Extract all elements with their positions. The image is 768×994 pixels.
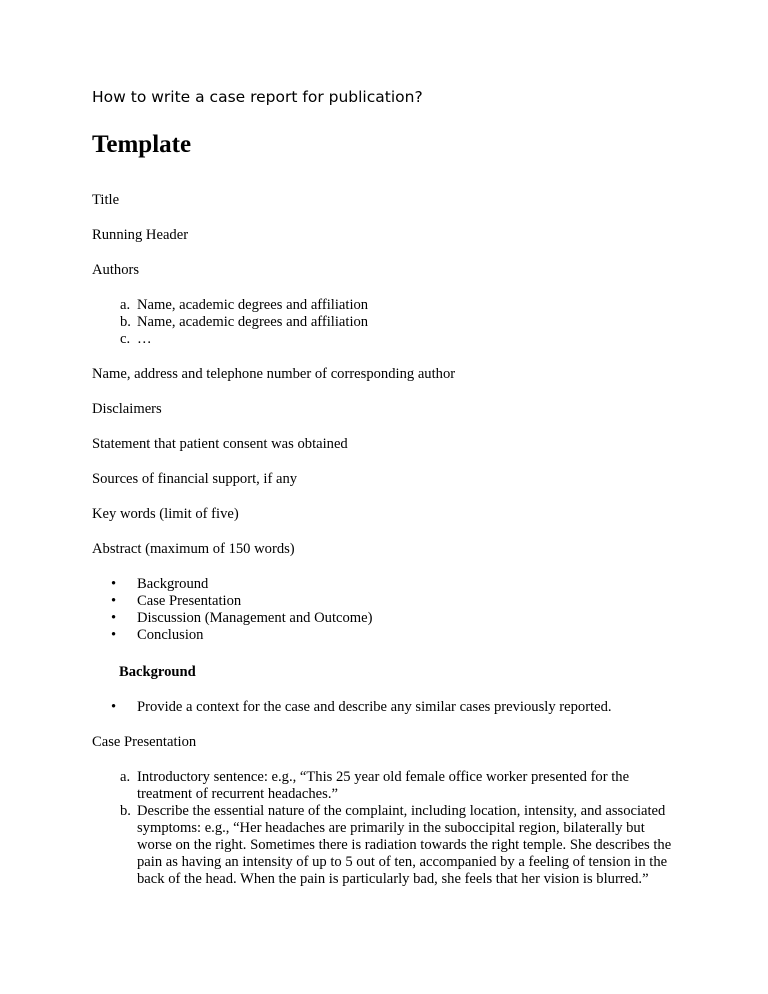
list-item-text: Name, academic degrees and affiliation <box>137 297 369 313</box>
list-marker: b. <box>120 803 131 819</box>
list-item <box>92 576 682 593</box>
list-item <box>92 331 682 348</box>
disclaimers-label: Disclaimers <box>92 401 162 417</box>
list-item <box>92 803 682 888</box>
authors-label: Authors <box>92 262 140 278</box>
keywords-label: Key words (limit of five) <box>92 506 239 522</box>
list-item-text: Introductory sentence: e.g., “This 25 year old female office worker presented for the treatment of recurrent headaches.” <box>137 769 630 802</box>
list-item <box>92 627 682 644</box>
list-item-text: Name, academic degrees and affiliation <box>137 314 369 330</box>
list-item <box>92 297 682 314</box>
bullet-icon: • <box>111 610 117 626</box>
document-body <box>92 192 682 888</box>
list-item <box>92 314 682 331</box>
abstract-list <box>92 576 682 644</box>
list-marker: a. <box>120 769 131 785</box>
template-heading: Template <box>92 131 192 158</box>
list-item <box>92 593 682 610</box>
list-item-text: Background <box>137 576 209 592</box>
financial-support-label: Sources of financial support, if any <box>92 471 298 487</box>
list-item-text: … <box>137 331 152 347</box>
list-item-text: Case Presentation <box>137 593 242 609</box>
case-presentation-label: Case Presentation <box>92 734 197 750</box>
corresponding-author-label: Name, address and telephone number of corresponding author <box>92 366 456 382</box>
list-item-text: Provide a context for the case and describe any similar cases previously reported. <box>137 699 612 715</box>
consent-label: Statement that patient consent was obtained <box>92 436 348 452</box>
authors-list <box>92 297 682 348</box>
case-presentation-list <box>92 769 682 888</box>
list-item <box>92 699 682 716</box>
list-item <box>92 769 682 803</box>
list-marker: a. <box>120 297 131 313</box>
bullet-icon: • <box>111 576 117 592</box>
abstract-label: Abstract (maximum of 150 words) <box>92 541 295 557</box>
bullet-icon: • <box>111 699 117 715</box>
list-marker: b. <box>120 314 131 330</box>
document-subtitle: How to write a case report for publication? <box>92 88 423 106</box>
list-item-text: Conclusion <box>137 627 204 643</box>
bullet-icon: • <box>111 593 117 609</box>
list-marker: c. <box>120 331 131 347</box>
running-header-label: Running Header <box>92 227 189 243</box>
bullet-icon: • <box>111 627 117 643</box>
list-item-text: Describe the essential nature of the complaint, including location, intensity, and associated symptoms: e.g., “Her headaches are primarily in the suboccipital region, bilaterally but worse on the right. Sometimes there is radiation towards the right temple. She describes the pain as having an intensity of up to 5 out of ten, accompanied by a feeling of tension in the back of the head. When the pain is particularly bad, she feels that her vision is blurred.” <box>137 803 672 887</box>
list-item-text: Discussion (Management and Outcome) <box>137 610 373 626</box>
list-item <box>92 610 682 627</box>
background-heading: Background <box>119 664 196 680</box>
background-list <box>92 699 682 716</box>
title-label: Title <box>92 192 120 208</box>
